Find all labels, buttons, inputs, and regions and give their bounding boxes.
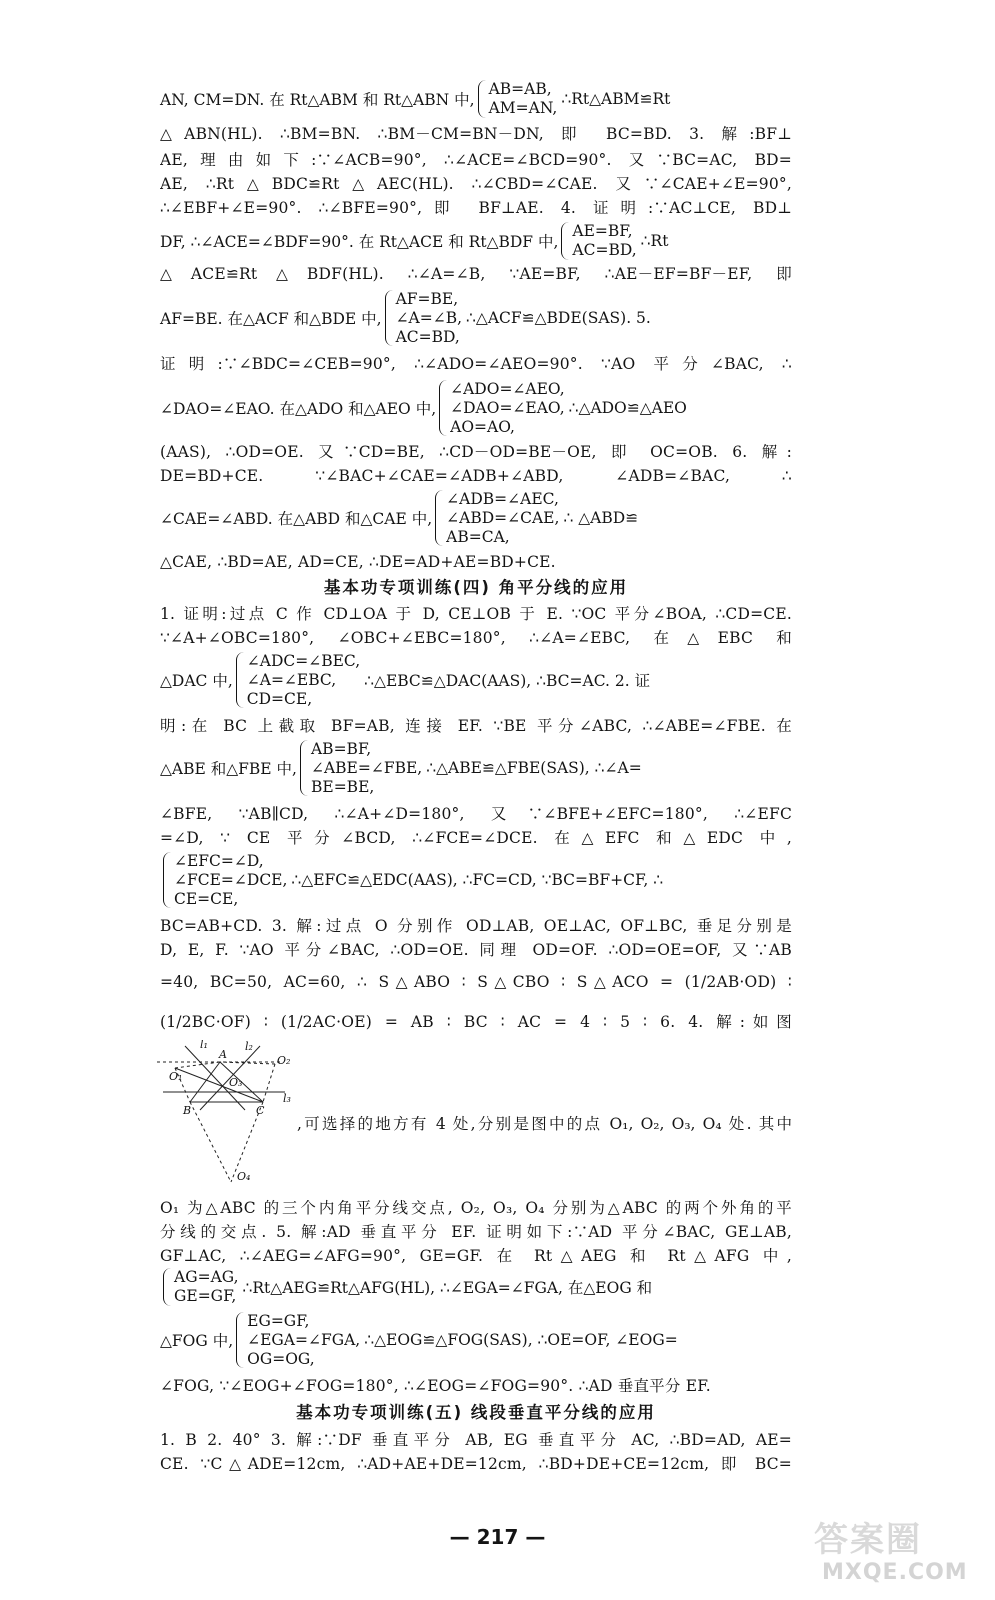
equation: AO=AO, (450, 417, 515, 436)
equation: AB=AB, (488, 80, 552, 98)
equation: GE=GF, (174, 1287, 237, 1305)
equation: AF=BE, (395, 289, 459, 308)
text-line: 明:在 BC 上截取 BF=AB, 连接 EF. ∵BE 平分∠ABC, ∴∠ABE=∠FBE. 在 (160, 717, 792, 735)
text-segment: ∠CAE=∠ABD. 在△ABD 和△CAE 中, (160, 510, 433, 528)
equation: AG=AG, (174, 1268, 239, 1286)
equation-system (446, 490, 559, 547)
equation-system-row (160, 488, 792, 548)
text-line: (AAS), ∴OD=OE. 又∵CD=BE, ∴CD－OD=BE－OE, 即 OC=OB. 6. 解: (160, 443, 792, 461)
equation: ∠ADC=∠BEC, (246, 651, 361, 670)
equation: AB=CA, (446, 527, 510, 546)
equation: ∠DAO=∠EAO, (450, 398, 565, 417)
text-segment: ∴△EBC≌△DAC(AAS), ∴BC=AC. 2. 证 (364, 672, 651, 690)
text-line: ∵∠A+∠OBC=180°, ∠OBC+∠EBC=180°, ∴∠A=∠EBC, 在△EBC 和 (160, 629, 792, 647)
equation: ∠EFC=∠D, (174, 851, 264, 870)
watermark-text: 答案圈 (814, 1520, 922, 1560)
text-line: AE, ∴Rt△BDC≌Rt△AEC(HL). ∴∠CBD=∠CAE. 又∵∠CAE+∠E=90°, (160, 175, 792, 193)
figure-caption: ,可选择的地方有 4 处,分别是图中的点 O₁, O₂, O₃, O₄ 处. 其中 (297, 1115, 792, 1133)
equation-system-row (160, 1266, 792, 1308)
text-segment: △ABE 和△FBE 中, (160, 760, 297, 778)
brace (435, 490, 444, 546)
equation-system-row (160, 1310, 792, 1370)
equation-system (247, 1312, 360, 1369)
text-segment: ∴Rt (640, 232, 669, 250)
text-segment: △DAC 中, (160, 672, 233, 690)
text-line: 证明:∵∠BDC=∠CEB=90°, ∴∠ADO=∠AEO=90°. ∵AO 平分∠BAC, ∴ (160, 355, 792, 373)
equation: ∠ADO=∠AEO, (450, 379, 565, 398)
equation-system (396, 290, 462, 347)
brace (163, 1268, 172, 1306)
text-line: △ACE≌Rt△BDF(HL). ∴∠A=∠B, ∵AE=BF, ∴AE－EF=BF－EF, 即 (160, 265, 792, 283)
text-line: O₁ 为△ABC 的三个内角平分线交点, O₂, O₃, O₄ 分别为△ABC 的两个外角的平 (160, 1199, 792, 1217)
label-a: A (219, 1048, 227, 1061)
text-segment: ∴△ADO≌△AEO (568, 399, 687, 417)
label-l3: l₃ (283, 1092, 291, 1105)
brace (300, 740, 309, 796)
equation: CD=CE, (246, 689, 313, 708)
text-segment: AN, CM=DN. 在 Rt△ABM 和 Rt△ABN 中, (160, 91, 475, 109)
equation: BE=BE, (310, 777, 375, 796)
label-l2: l₂ (245, 1040, 253, 1053)
equation: AC=BD, (395, 327, 460, 346)
text-line: =∠D, ∵ CE 平分∠BCD, ∴∠FCE=∠DCE. 在△EFC 和△EDC 中, (160, 829, 792, 847)
equation: AC=BD, (572, 241, 637, 259)
text-line: AE,理由如下:∵∠ACB=90°, ∴∠ACE=∠BCD=90°. 又∵BC=AC, BD= (160, 151, 792, 169)
equation: OG=OG, (247, 1349, 315, 1368)
text-line: 1. 证明:过点 C 作 CD⊥OA 于 D, CE⊥OB 于 E. ∵OC 平分∠BOA, ∴CD=CE. (160, 605, 792, 623)
equation-system-row (160, 288, 792, 348)
equation-system-row (160, 850, 792, 910)
equation-system (489, 80, 558, 118)
text-line: (1/2BC·OF) ∶ (1/2AC·OE) = AB ∶ BC ∶ AC = 4 ∶ 5 ∶ 6. 4. 解:如图 (160, 1013, 792, 1031)
text-segment: ∴ △ABD≌ (563, 509, 639, 527)
text-line: BC=AB+CD. 3. 解:过点 O 分别作 OD⊥AB, OE⊥AC, OF⊥BC, 垂足分别是 (160, 917, 792, 935)
label-l1: l₁ (200, 1040, 208, 1051)
equation-system (572, 222, 636, 260)
brace (236, 1312, 245, 1368)
equation-system-row (160, 78, 792, 120)
text-segment: ∴Rt△ABM≌Rt (561, 90, 671, 108)
text-line: D, E, F. ∵AO 平分∠BAC, ∴OD=OE. 同理 OD=OF. ∴OD=OE=OF, 又∵AB (160, 941, 792, 959)
watermark-logo (814, 1510, 984, 1590)
brace (478, 80, 487, 118)
label-o2: O₂ (277, 1054, 291, 1067)
equation: ∠ADB=∠AEC, (446, 489, 559, 508)
equation: ∠ABD=∠CAE, (446, 508, 560, 527)
text-segment: ∴△ACF≌△BDE(SAS). 5. (466, 309, 651, 327)
label-o4: O₄ (237, 1170, 251, 1183)
text-segment: △FOG 中, (160, 1332, 234, 1350)
equation-system (450, 380, 565, 437)
equation: ∠FCE=∠DCE, (174, 870, 288, 889)
equation-system-row (160, 220, 792, 262)
brace (439, 380, 448, 436)
text-line: 分线的交点. 5. 解:AD 垂直平分 EF. 证明如下:∵AD 平分∠BAC, GE⊥AB, (160, 1223, 792, 1241)
equation: ∠EGA=∠FGA, (247, 1330, 361, 1349)
brace (236, 652, 245, 708)
equation: AB=BF, (310, 739, 372, 758)
text-segment: ∴Rt△AEG≌Rt△AFG(HL), ∴∠EGA=∠FGA, 在△EOG 和 (242, 1279, 653, 1297)
label-c: C (256, 1104, 265, 1117)
equation: ∠A=∠EBC, (246, 670, 337, 689)
equation: CE=CE, (174, 889, 239, 908)
text-line: ∠BFE, ∵AB∥CD, ∴∠A+∠D=180°, 又∵∠BFE+∠EFC=180°, ∴∠EFC (160, 805, 792, 823)
label-o3: O₃ (229, 1076, 243, 1089)
text-segment: ∴△EOG≌△FOG(SAS), ∴OE=OF, ∠EOG= (364, 1331, 678, 1349)
equation-system-row (160, 378, 792, 438)
brace (163, 852, 172, 908)
text-line: =40, BC=50, AC=60, ∴ S△ABO ∶ S△CBO ∶ S△ACO = (1/2AB·OD) ∶ (160, 973, 792, 991)
label-o1: O₁ (169, 1070, 183, 1083)
text-segment: ∴△EFC≌△EDC(AAS), ∴FC=CD, ∵BC=BF+CF, ∴ (291, 871, 664, 889)
text-segment: AF=BE. 在△ACF 和△BDE 中, (160, 310, 382, 328)
equation: ∠ABE=∠FBE, (310, 758, 423, 777)
equation-system (247, 652, 360, 709)
text-line: 1. B 2. 40° 3. 解:∵DF 垂直平分 AB, EG 垂直平分 AC, ∴BD=AD, AE= (160, 1431, 792, 1449)
text-line: CE. ∵C△ADE=12cm, ∴AD+AE+DE=12cm, ∴BD+DE+CE=12cm, 即 BC= (160, 1455, 792, 1473)
section-heading: 基本功专项训练(五) 线段垂直平分线的应用 (296, 1403, 656, 1422)
text-segment: ∠DAO=∠EAO. 在△ADO 和△AEO 中, (160, 400, 437, 418)
brace (385, 290, 394, 346)
text-line: ∴∠EBF+∠E=90°. ∴∠BFE=90°,即 BF⊥AE. 4. 证明:∵AC⊥CE, BD⊥ (160, 199, 792, 217)
page-number: — 217 — (449, 1525, 546, 1549)
equation-system (174, 1268, 239, 1306)
equation: AE=BF, (572, 222, 633, 240)
text-segment: ∴△ABE≌△FBE(SAS), ∴∠A= (426, 759, 642, 777)
section-heading: 基本功专项训练(四) 角平分线的应用 (323, 578, 629, 597)
equation: ∠A=∠B, (395, 308, 463, 327)
label-b: B (183, 1104, 192, 1117)
text-line: △CAE, ∴BD=AE, AD=CE, ∴DE=AD+AE=BD+CE. (160, 553, 556, 571)
text-line: GF⊥AC, ∴∠AEG=∠AFG=90°, GE=GF. 在 Rt△AEG 和 Rt△AFG 中, (160, 1247, 792, 1265)
equation: EG=GF, (247, 1311, 310, 1330)
text-segment: DF, ∴∠ACE=∠BDF=90°. 在 Rt△ACE 和 Rt△BDF 中, (160, 233, 559, 251)
equation-system (174, 852, 287, 909)
watermark-url: MXQE.COM (822, 1560, 968, 1585)
equation-system-row (160, 738, 792, 798)
text-line: △ABN(HL). ∴BM=BN. ∴BM－CM=BN－DN, 即 BC=BD. 3. 解:BF⊥ (160, 125, 792, 143)
geometry-figure (155, 1040, 295, 1185)
text-line: DE=BD+CE. ∵∠BAC+∠CAE=∠ADB+∠ABD, ∠ADB=∠BAC, ∴ (160, 467, 792, 485)
equation-system (311, 740, 422, 797)
equation: AM=AN, (488, 99, 558, 117)
brace (561, 222, 570, 260)
text-line: ∠FOG, ∵∠EOG+∠FOG=180°, ∴∠EOG=∠FOG=90°. ∴AD 垂直平分 EF. (160, 1377, 711, 1395)
equation-system-row (160, 650, 792, 710)
